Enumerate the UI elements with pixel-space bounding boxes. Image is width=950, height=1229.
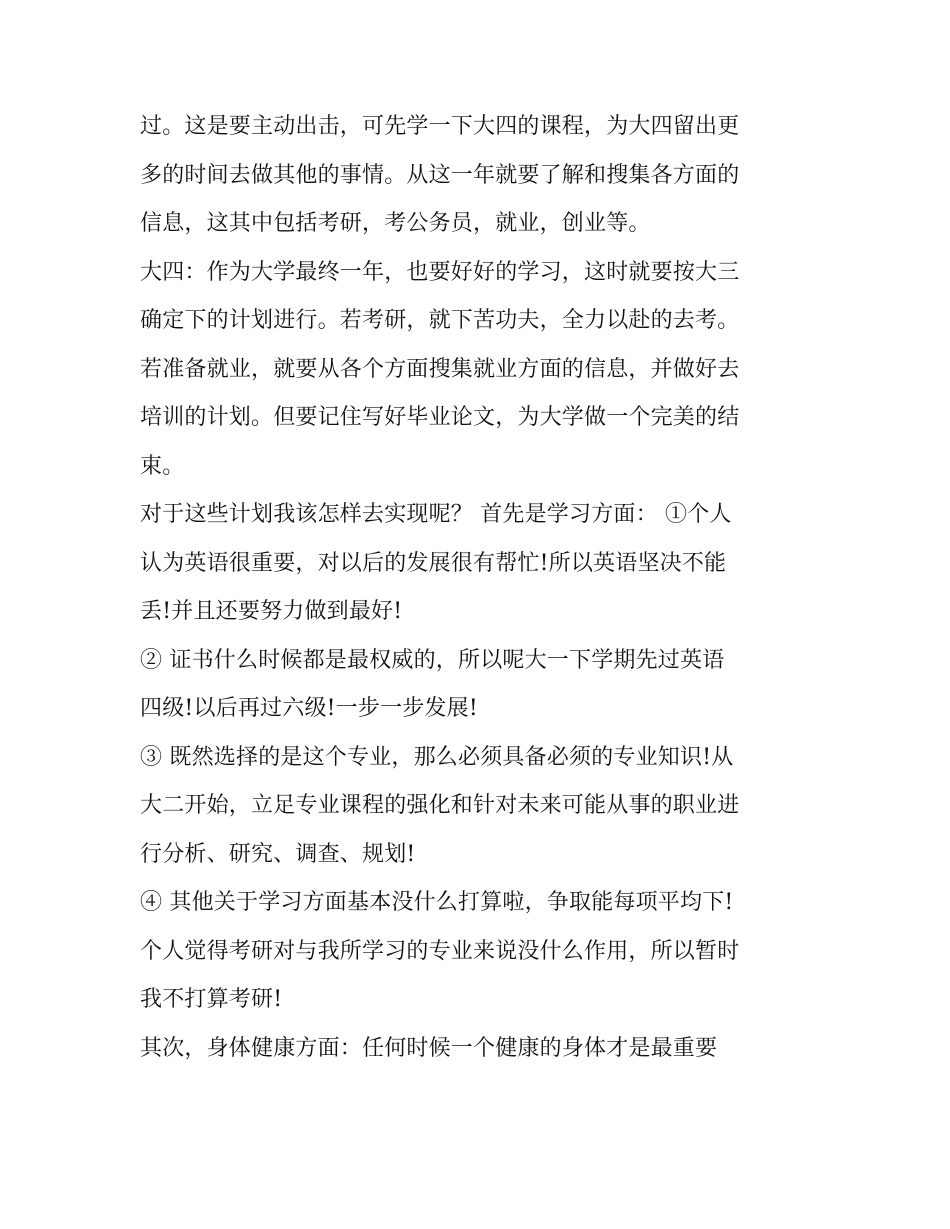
text-line: 多的时间去做其他的事情。从这一年就要了解和搜集各方面的 xyxy=(140,162,740,188)
text-line: 培训的计划。但要记住写好毕业论文，为大学做一个完美的结 xyxy=(140,405,740,430)
text-line: 认为英语很重要，对以后的发展很有帮忙!所以英语坚决不能 xyxy=(140,550,727,576)
text-line: ② 证书什么时候都是最权威的，所以呢大一下学期先过英语 xyxy=(140,647,725,673)
document-body xyxy=(140,103,820,1073)
text-line: 我不打算考研! xyxy=(140,987,283,1012)
text-line: 行分析、研究、调查、规划! xyxy=(140,841,416,867)
text-line: 大四：作为大学最终一年，也要好好的学习，这时就要按大三 xyxy=(140,259,740,285)
text-line: 其次，身体健康方面：任何时候一个健康的身体才是最重要 xyxy=(140,1035,718,1061)
text-line: 确定下的计划进行。若考研，就下苦功夫，全力以赴的去考。 xyxy=(140,308,740,333)
text-line: 丢!并且还要努力做到最好! xyxy=(140,599,403,624)
text-line: 若准备就业，就要从各个方面搜集就业方面的信息，并做好去 xyxy=(140,356,740,382)
text-line: 大二开始，立足专业课程的强化和针对未来可能从事的职业进 xyxy=(140,793,740,818)
text-line: 过。这是要主动出击，可先学一下大四的课程，为大四留出更 xyxy=(140,114,740,139)
text-line: 对于这些计划我该怎样去实现呢？ 首先是学习方面： ①个人 xyxy=(140,502,732,527)
text-line: 信息，这其中包括考研，考公务员，就业，创业等。 xyxy=(140,211,651,236)
text-line: ④ 其他关于学习方面基本没什么打算啦，争取能每项平均下! xyxy=(140,890,734,915)
text-line: 个人觉得考研对与我所学习的专业来说没什么作用，所以暂时 xyxy=(140,938,740,964)
text-line: ③ 既然选择的是这个专业，那么必须具备必须的专业知识!从 xyxy=(140,744,734,770)
text-line: 四级!以后再过六级!一步一步发展! xyxy=(140,696,478,721)
text-line: 束。 xyxy=(140,453,185,479)
